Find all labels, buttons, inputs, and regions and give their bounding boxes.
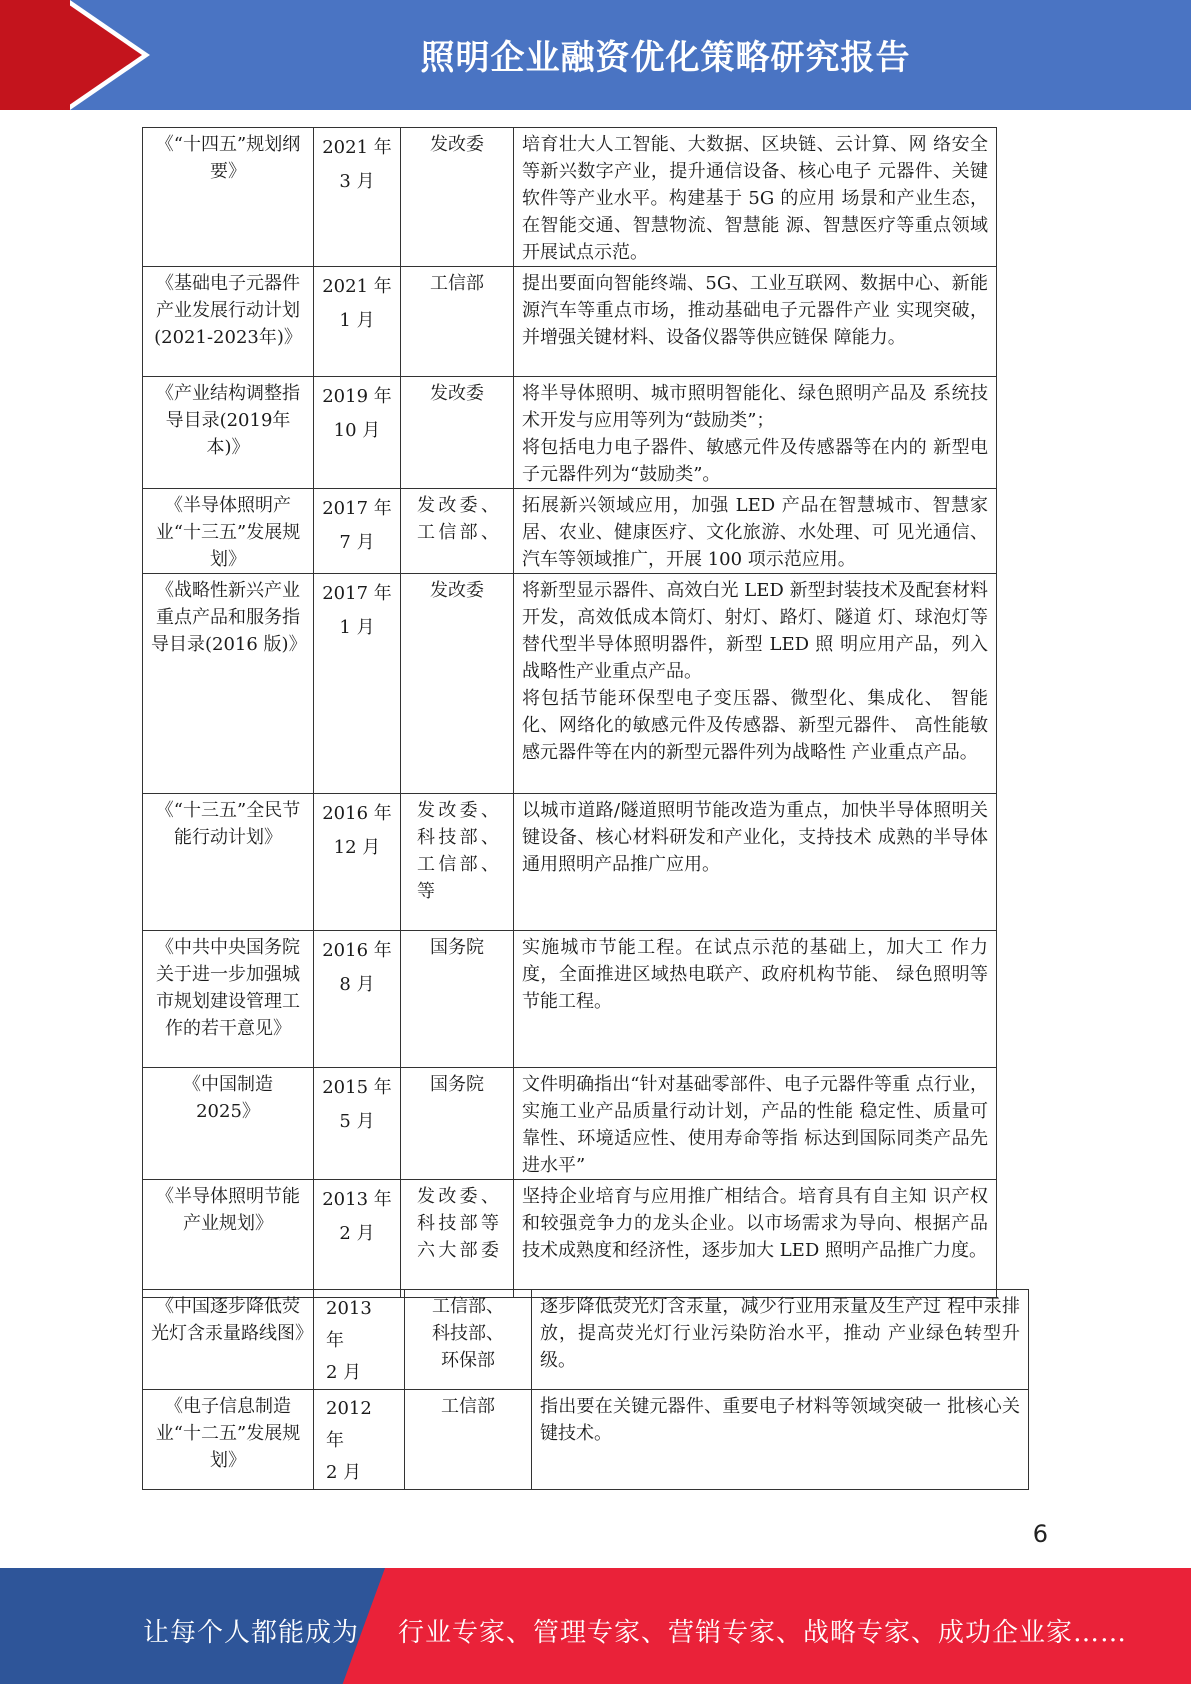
issue-date-line: 2012 xyxy=(326,1398,372,1419)
issue-date-line: 10 月 xyxy=(333,420,381,441)
policy-name-line: 《战略性新兴产业重点产品和服务指导目录(2016 版)》 xyxy=(151,580,307,655)
policy-name-line: 《“十四五”规划纲要》 xyxy=(155,134,301,182)
table-row xyxy=(143,931,997,1068)
policy-name-cell xyxy=(143,1390,314,1490)
policy-content-line: 将新型显示器件、高效白光 LED 新型封装技术及配套材料开发，高效低成本筒灯、射灯、路灯、隧道 灯、球泡灯等替代型半导体照明器件，新型 LED 照 明应用产品，列入战略性产业重点产品。 xyxy=(522,580,988,682)
policy-content-line: 坚持企业培育与应用推广相结合。培育具有自主知 识产权和较强竞争力的龙头企业。以市场需求为导向、根据产品技术成熟度和经济性，逐步加大 LED 照明产品推广力度。 xyxy=(522,1186,988,1261)
department-line: 发改委 xyxy=(430,580,484,601)
department-cell xyxy=(405,1390,532,1490)
policy-name-cell xyxy=(143,489,314,574)
department-line: 发改委 xyxy=(430,383,484,404)
issue-date-line: 2016 年 xyxy=(322,940,392,961)
issue-date-line: 3 月 xyxy=(339,171,375,192)
department-cell xyxy=(401,574,514,794)
issue-date-line: 2016 年 xyxy=(322,803,392,824)
department-cell xyxy=(405,1290,532,1390)
issue-date-line: 2 月 xyxy=(326,1362,362,1383)
policy-name-cell xyxy=(143,128,314,267)
department-cell xyxy=(401,267,514,377)
header-red-block xyxy=(0,0,70,110)
policy-name-line: 《半导体照明节能产业规划》 xyxy=(156,1186,300,1234)
issue-date-line: 12 月 xyxy=(333,837,381,858)
issue-date-line: 7 月 xyxy=(339,532,375,553)
policy-content-line: 以城市道路/隧道照明节能改造为重点，加快半导体照明关键设备、核心材料研发和产业化，支持技术 成熟的半导体通用照明产品推广应用。 xyxy=(522,800,988,875)
department-line: 发改委、 科技部、工信部、 等 xyxy=(417,800,499,902)
page-number: 6 xyxy=(1032,1520,1048,1548)
department-line: 发改委、 科技部等六大部委 xyxy=(417,1186,499,1261)
policy-content-cell xyxy=(514,267,997,377)
table-row xyxy=(143,1290,1029,1390)
issue-date-cell xyxy=(314,1290,405,1390)
issue-date-line: 2017 年 xyxy=(322,583,392,604)
policy-name-line: 《半导体照明产业“十三五”发展规划》 xyxy=(155,495,301,570)
policy-table xyxy=(142,127,997,1298)
issue-date-line: 2013 xyxy=(326,1298,372,1319)
policy-content-cell xyxy=(514,489,997,574)
issue-date-line: 2013 年 xyxy=(322,1189,392,1210)
issue-date-cell xyxy=(314,489,401,574)
policy-name-cell xyxy=(143,1180,314,1298)
department-line: 发改委、 工信部、 xyxy=(417,495,499,543)
department-line: 工信部 xyxy=(430,273,484,294)
table-row xyxy=(143,489,997,574)
policy-name-line: 《中国制造 xyxy=(183,1074,273,1095)
department-line: 工信部、 xyxy=(432,1296,504,1317)
issue-date-cell xyxy=(314,128,401,267)
policy-content-line: 逐步降低荧光灯含汞量，减少行业用汞量及生产过 程中汞排放，提高荧光灯行业污染防治水平，推动 产业绿色转型升级。 xyxy=(540,1296,1020,1371)
department-cell xyxy=(401,128,514,267)
table-row xyxy=(143,267,997,377)
policy-name-line: 《基础电子元器件产业发展行动计划(2021-2023年)》 xyxy=(154,273,302,348)
issue-date-line: 2 月 xyxy=(326,1462,362,1483)
table-row xyxy=(143,1180,997,1298)
issue-date-line: 1 月 xyxy=(339,617,375,638)
issue-date-cell xyxy=(314,1068,401,1180)
department-cell xyxy=(401,931,514,1068)
issue-date-line: 8 月 xyxy=(339,974,375,995)
issue-date-line: 年 xyxy=(326,1330,344,1351)
issue-date-line: 2017 年 xyxy=(322,498,392,519)
policy-name-line: 《产业结构调整指导目录(2019年本)》 xyxy=(156,383,300,458)
issue-date-cell xyxy=(314,377,401,489)
policy-name-line: 《“十三五”全民节能行动计划》 xyxy=(155,800,301,848)
issue-date-line: 年 xyxy=(326,1430,344,1451)
issue-date-cell xyxy=(314,1180,401,1298)
policy-name-line: 《中国逐步降低荧光灯含汞量路线图》 xyxy=(151,1296,313,1344)
policy-name-cell xyxy=(143,1290,314,1390)
policy-content-cell xyxy=(532,1390,1029,1490)
policy-content-line: 提出要面向智能终端、5G、工业互联网、数据中心、新能源汽车等重点市场，推动基础电子元器件产业 实现突破，并增强关键材料、设备仪器等供应链保 障能力。 xyxy=(522,273,988,348)
policy-content-cell xyxy=(514,377,997,489)
page-footer xyxy=(0,1568,1191,1684)
issue-date-line: 2019 年 xyxy=(322,386,392,407)
policy-name-cell xyxy=(143,794,314,931)
policy-content-line: 将半导体照明、城市照明智能化、绿色照明产品及 系统技术开发与应用等列为“鼓励类”； xyxy=(522,383,988,431)
policy-name-line: 2025》 xyxy=(196,1101,260,1122)
policy-content-cell xyxy=(514,1180,997,1298)
issue-date-cell xyxy=(314,794,401,931)
page-header xyxy=(0,0,1191,110)
department-line: 工信部 xyxy=(441,1396,495,1417)
policy-name-cell xyxy=(143,267,314,377)
policy-name-cell xyxy=(143,931,314,1068)
policy-table-continued xyxy=(142,1289,1029,1490)
policy-content-line: 实施城市节能工程。在试点示范的基础上，加大工 作力度，全面推进区域热电联产、政府机构节能、 绿色照明等节能工程。 xyxy=(522,937,988,1012)
policy-content-line: 将包括节能环保型电子变压器、微型化、集成化、 智能化、网络化的敏感元件及传感器、新型元器件、 高性能敏感元器件等在内的新型元器件列为战略性 产业重点产品。 xyxy=(522,688,988,763)
department-line: 国务院 xyxy=(430,937,484,958)
policy-content-cell xyxy=(514,1068,997,1180)
issue-date-line: 2 月 xyxy=(339,1223,375,1244)
footer-slogan-right: 行业专家、管理专家、营销专家、战略专家、成功企业家…… xyxy=(398,1618,1128,1648)
policy-name-cell xyxy=(143,574,314,794)
department-cell xyxy=(401,1068,514,1180)
issue-date-line: 5 月 xyxy=(339,1111,375,1132)
policy-content-cell xyxy=(514,931,997,1068)
footer-slogan-left: 让每个人都能成为 xyxy=(143,1618,360,1648)
issue-date-line: 2021 年 xyxy=(322,276,392,297)
policy-content-line: 培育壮大人工智能、大数据、区块链、云计算、网 络安全等新兴数字产业，提升通信设备、核心电子 元器件、关键软件等产业水平。构建基于 5G 的应用 场景和产业生态，在智能交通、智慧物流、智慧能 源、智慧医疗等重点领域开展试点示范。 xyxy=(522,134,988,263)
department-line: 国务院 xyxy=(430,1074,484,1095)
policy-name-line: 《电子信息制造业“十二五”发展规划》 xyxy=(155,1396,301,1471)
policy-content-line: 文件明确指出“针对基础零部件、电子元器件等重 点行业，实施工业产品质量行动计划，产品的性能 稳定性、质量可靠性、环境适应性、使用寿命等指 标达到国际同类产品先进水平” xyxy=(522,1074,988,1176)
department-cell xyxy=(401,489,514,574)
policy-content-line: 将包括电力电子器件、敏感元件及传感器等在内的 新型电子元器件列为“鼓励类”。 xyxy=(522,437,988,485)
report-title: 照明企业融资优化策略研究报告 xyxy=(420,38,911,78)
department-line: 环保部 xyxy=(441,1350,495,1371)
policy-content-line: 拓展新兴领域应用，加强 LED 产品在智慧城市、智慧家居、农业、健康医疗、文化旅游、水处理、可 见光通信、汽车等领域推广，开展 100 项示范应用。 xyxy=(522,495,988,570)
issue-date-line: 2015 年 xyxy=(322,1077,392,1098)
department-cell xyxy=(401,1180,514,1298)
department-line: 发改委 xyxy=(430,134,484,155)
issue-date-line: 1 月 xyxy=(339,310,375,331)
department-cell xyxy=(401,377,514,489)
policy-content-cell xyxy=(532,1290,1029,1390)
table-row xyxy=(143,128,997,267)
header-chevron-red xyxy=(62,0,142,110)
policy-name-cell xyxy=(143,377,314,489)
policy-content-cell xyxy=(514,128,997,267)
department-line: 科技部、 xyxy=(432,1323,504,1344)
policy-content-cell xyxy=(514,574,997,794)
table-row xyxy=(143,1390,1029,1490)
table-row xyxy=(143,377,997,489)
issue-date-cell xyxy=(314,267,401,377)
policy-content-cell xyxy=(514,794,997,931)
table-row xyxy=(143,794,997,931)
table-row xyxy=(143,574,997,794)
table-row xyxy=(143,1068,997,1180)
issue-date-cell xyxy=(314,574,401,794)
issue-date-line: 2021 年 xyxy=(322,137,392,158)
issue-date-cell xyxy=(314,931,401,1068)
policy-name-line: 《中共中央国务院关于进一步加强城市规划建设管理工作的若干意见》 xyxy=(156,937,300,1039)
policy-name-cell xyxy=(143,1068,314,1180)
policy-content-line: 指出要在关键元器件、重要电子材料等领域突破一 批核心关键技术。 xyxy=(540,1396,1020,1444)
department-cell xyxy=(401,794,514,931)
issue-date-cell xyxy=(314,1390,405,1490)
